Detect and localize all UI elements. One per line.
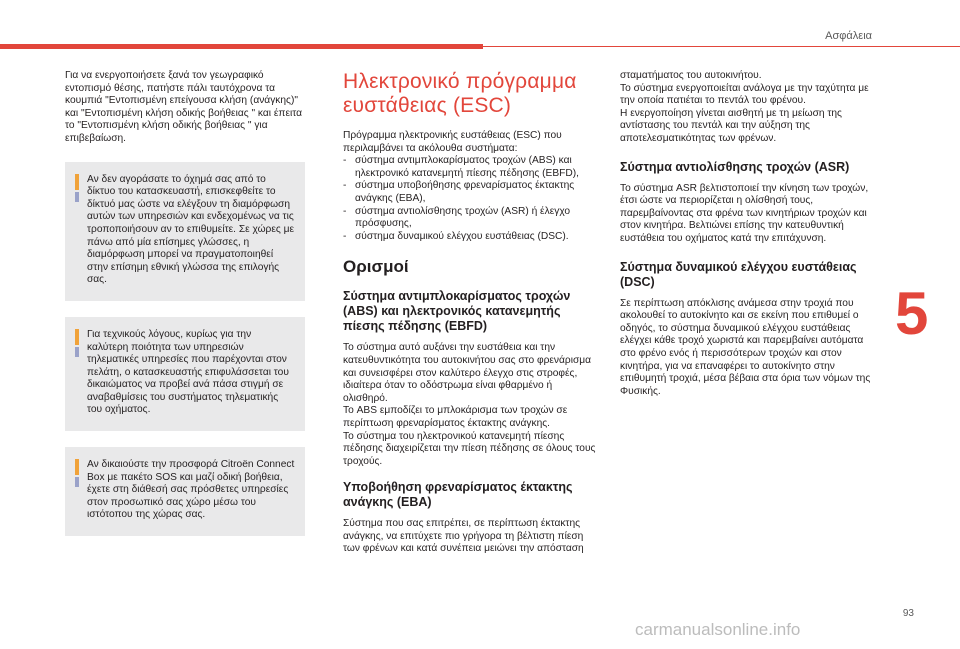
header-rule bbox=[483, 46, 960, 47]
esc-system-list bbox=[343, 155, 598, 243]
list-item: - σύστημα δυναμικού ελέγχου ευστάθειας (DSC). bbox=[343, 231, 598, 244]
column-middle bbox=[343, 70, 598, 556]
header-accent-bar bbox=[0, 44, 483, 49]
column-left bbox=[65, 70, 305, 536]
abs-heading: Σύστημα αντιμπλοκαρίσματος τροχών (ABS) και ηλεκτρονικός κατανεμητής πίεσης πέδησης (EBFD) bbox=[343, 289, 571, 334]
column-right bbox=[620, 70, 878, 398]
page-number: 93 bbox=[902, 608, 914, 619]
list-item: - σύστημα αντιμπλοκαρίσματος τροχών (ABS) και ηλεκτρονικό κατανεμητή πίεσης πέδησης (EBFD), bbox=[343, 155, 598, 180]
eba-paragraph-cont: σταματήματος του αυτοκινήτου. bbox=[620, 70, 762, 81]
asr-paragraph: Το σύστημα ASR βελτιστοποιεί την κίνηση των τροχών, έτσι ώστε να περιορίζεται η ολίσθησή τους, παρεμβαίνοντας στα φρένα των κινητήριων τροχών και στον κινητήρα. Βελτιώνει επίσης την κατευθυντική ευστάθεια του οχήματος κατά την επιτάχυνση. bbox=[620, 182, 869, 244]
chapter-number: 5 bbox=[895, 280, 929, 347]
eba-heading: Υποβοήθηση φρεναρίσματος έκτακτης ανάγκης (EBA) bbox=[343, 480, 573, 510]
eba-paragraph-cont: Η ενεργοποίηση γίνεται αισθητή με τη μείωση της αντίστασης του πεντάλ και την αύξηση της αποτελεσματικότητας των φρένων. bbox=[620, 107, 842, 144]
eba-paragraph-cont: Το σύστημα ενεργοποιείται ανάλογα με την ταχύτητα με την οποία πατιέται το πεντάλ του φρένου. bbox=[620, 82, 869, 107]
section-title: Ασφάλεια bbox=[825, 30, 872, 42]
abs-paragraph: Το ABS εμποδίζει το μπλοκάρισμα των τροχών σε περίπτωση φρεναρίσματος έκτακτης ανάγκης. bbox=[343, 405, 568, 429]
watermark: carmanualsonline.info bbox=[635, 620, 801, 639]
info-note bbox=[65, 162, 305, 301]
info-icon bbox=[75, 459, 79, 475]
info-note bbox=[65, 447, 305, 536]
info-note bbox=[65, 317, 305, 431]
note-text: Αν δικαιούστε την προσφορά Citroën Connect Box με πακέτο SOS και μαζί οδική βοήθεια, έχετε στη διάθεσή σας πρόσθετες υπηρεσίες στον προσωπικό σας χώρο μέσω του ιστότοπου της χώρας σας. bbox=[87, 459, 295, 521]
info-icon bbox=[75, 329, 79, 345]
note-text: Για τεχνικούς λόγους, κυρίως για την καλύτερη ποιότητα των υπηρεσιών τηλεματικές υπηρεσίες που παρέχονται στον πελάτη, ο κατασκευαστής επιφυλάσσεται του δικαιώματος να προβεί ανά πάσα στιγμή σε αναβαθμίσεις του συστήματος τηλεματικής του οχήματος. bbox=[87, 328, 289, 416]
abs-paragraph: Το σύστημα του ηλεκτρονικού κατανεμητή πίεσης πέδησης διαχειρίζεται την πίεση πέδησης σε όλους τους τροχούς. bbox=[343, 430, 596, 467]
info-icon bbox=[75, 174, 79, 190]
eba-paragraph: Σύστημα που σας επιτρέπει, σε περίπτωση έκτακτης ανάγκης, να επιτύχετε πιο γρήγορα τη βέλτιστη πίεση των φρένων και κατά συνέπεια μειώνει την απόσταση bbox=[343, 518, 584, 555]
dsc-heading: Σύστημα δυναμικού ελέγχου ευστάθειας (DSC) bbox=[620, 259, 857, 289]
note-text: Αν δεν αγοράσατε το όχημά σας από το δίκτυο του κατασκευαστή, επισκεφθείτε το δίκτυό μας ώστε να ελέγξουν τη διαμόρφωση αυτών των υπηρεσιών και ενδεχομένως να τις τροποποιήσουν αν το επιθυμείτε. Σε χώρες με πάνω από μία επίσημες γλώσσες, η διαμόρφωση μπορεί να πραγματοποιηθεί στην επίσημη εθνική γλώσσα της επιλογής σας. bbox=[87, 173, 295, 286]
intro-paragraph: Για να ενεργοποιήσετε ξανά τον γεωγραφικό εντοπισμό θέσης, πατήστε πάλι ταυτόχρονα τα κουμπιά "Εντοπισμένη επείγουσα κλήση (ανάγκης)" και "Εντοπισμένη κλήση οδικής βοήθειας " και έπειτα το "Εντοπισμένη κλήση οδικής βοήθειας " για επιβεβαίωση. bbox=[65, 70, 303, 144]
esc-intro: Πρόγραμμα ηλεκτρονικής ευστάθειας (ESC) που περιλαμβάνει τα ακόλουθα συστήματα: bbox=[343, 130, 562, 154]
page-title: Ηλεκτρονικό πρόγραμμα ευστάθειας (ESC) bbox=[343, 70, 577, 117]
list-item: - σύστημα αντιολίσθησης τροχών (ASR) ή έλεγχο πρόσφυσης, bbox=[343, 206, 598, 231]
list-item: - σύστημα υποβοήθησης φρεναρίσματος έκτακτης ανάγκης (EBA), bbox=[343, 180, 598, 205]
asr-heading: Σύστημα αντιολίσθησης τροχών (ASR) bbox=[620, 159, 850, 174]
abs-paragraph: Το σύστημα αυτό αυξάνει την ευστάθεια και την κατευθυντικότητα του αυτοκινήτου σας στο φρενάρισμα και συνεισφέρει στον καλύτερο έλεγχο στις στροφές, ιδιαίτερα όταν το οδόστρωμα είναι φθαρμένο ή ολισθηρό. bbox=[343, 342, 592, 404]
dsc-paragraph: Σε περίπτωση απόκλισης ανάμεσα στην τροχιά που ακολουθεί το αυτοκίνητο και σε εκείνη που επιθυμεί ο οδηγός, το σύστημα δυναμικού ελέγχου ευστάθειας ελέγχει κάθε τροχό χωριστά και παρεμβαίνει αυτόματα στο φρένο ενός ή περισσότερων τροχών και στον κινητήρα, για να επαναφέρει το αυτοκίνητο στην επιθυμητή τροχιά, μέσα βέβαια στα όρια των νόμων της Φυσικής. bbox=[620, 297, 871, 397]
definitions-heading: Ορισμοί bbox=[343, 257, 409, 277]
